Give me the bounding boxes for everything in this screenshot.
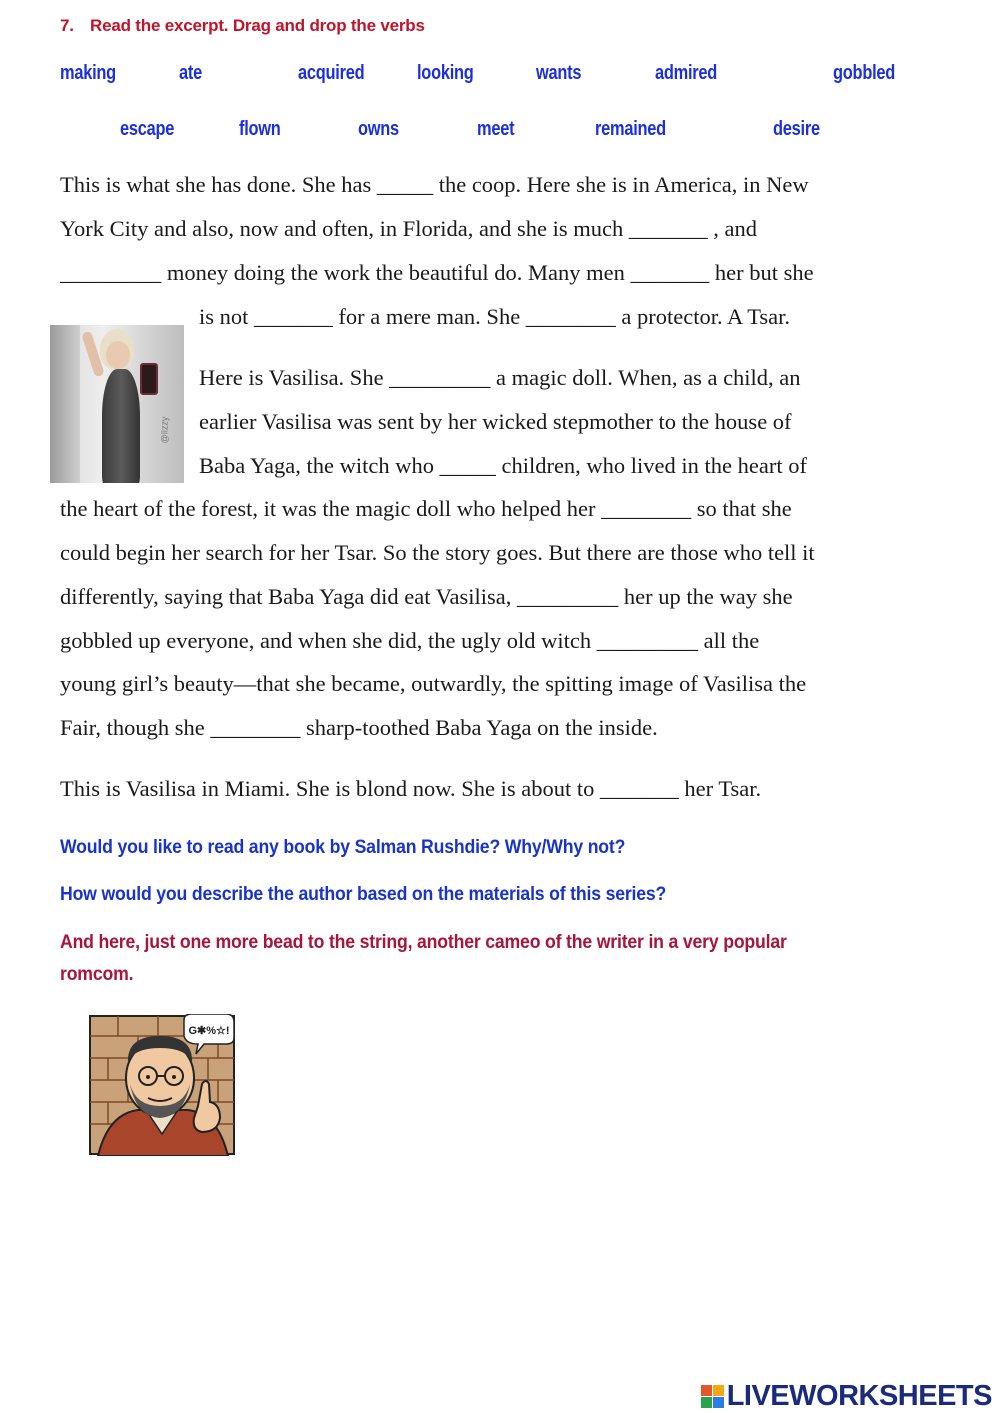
photo-watermark: @lizzy <box>159 416 170 444</box>
excerpt-line: _________ money doing the work the beautiful do. Many men _______ her but she <box>60 260 814 285</box>
excerpt-line: Fair, though she ________ sharp-toothed Baba Yaga on the inside. <box>60 715 658 740</box>
author-cartoon-image <box>88 1014 236 1156</box>
word-chip-admired[interactable]: admired <box>655 62 718 84</box>
phone-icon <box>140 363 158 395</box>
excerpt-line: is not _______ for a mere man. She ________ a protector. A Tsar. <box>199 304 791 329</box>
word-chip-desire[interactable]: desire <box>773 118 820 140</box>
instruction-number: 7. <box>60 16 74 35</box>
liveworksheets-logo <box>701 1380 992 1413</box>
excerpt-line: could begin her search for her Tsar. So the story goes. But there are those who tell it <box>60 540 815 565</box>
vasilisa-selfie-photo <box>50 325 184 483</box>
word-chip-remained[interactable]: remained <box>595 118 666 140</box>
instruction-heading <box>60 16 425 36</box>
excerpt-line: earlier Vasilisa was sent by her wicked stepmother to the house of <box>199 409 792 434</box>
speech-bubble-text: G✱%☆! <box>188 1025 230 1037</box>
word-chip-ate[interactable]: ate <box>179 62 202 84</box>
excerpt-line: This is what she has done. She has _____ the coop. Here she is in America, in New <box>60 172 809 197</box>
excerpt-line: gobbled up everyone, and when she did, the ugly old witch _________ all the <box>60 628 760 653</box>
logo-blocks-icon <box>701 1385 725 1409</box>
excerpt-line: This is Vasilisa in Miami. She is blond now. She is about to _______ her Tsar. <box>60 776 762 801</box>
excerpt-line: differently, saying that Baba Yaga did eat Vasilisa, _________ her up the way she <box>60 584 793 609</box>
word-chip-acquired[interactable]: acquired <box>298 62 365 84</box>
logo-text: LIVEWORKSHEETS <box>726 1380 992 1412</box>
cameo-intro-text: romcom. <box>60 964 134 985</box>
instruction-text: Read the excerpt. Drag and drop the verbs <box>90 16 425 35</box>
discussion-question: Would you like to read any book by Salman Rushdie? Why/Why not? <box>60 837 626 858</box>
discussion-question: How would you describe the author based on the materials of this series? <box>60 884 667 905</box>
excerpt-line: young girl’s beauty—that she became, outwardly, the spitting image of Vasilisa the <box>60 671 807 696</box>
word-chip-owns[interactable]: owns <box>358 118 399 140</box>
word-chip-meet[interactable]: meet <box>477 118 515 140</box>
word-chip-looking[interactable]: looking <box>417 62 474 84</box>
word-chip-flown[interactable]: flown <box>239 118 281 140</box>
excerpt-line: York City and also, now and often, in Florida, and she is much _______ , and <box>60 216 758 241</box>
word-chip-wants[interactable]: wants <box>536 62 582 84</box>
excerpt-line: Here is Vasilisa. She _________ a magic doll. When, as a child, an <box>199 365 801 390</box>
cameo-intro-text: And here, just one more bead to the string, another cameo of the writer in a very popular <box>60 932 787 953</box>
word-chip-gobbled[interactable]: gobbled <box>833 62 896 84</box>
word-chip-making[interactable]: making <box>60 62 116 84</box>
excerpt-line: the heart of the forest, it was the magic doll who helped her ________ so that she <box>60 496 792 521</box>
excerpt-line: Baba Yaga, the witch who _____ children, who lived in the heart of <box>199 453 807 478</box>
word-chip-escape[interactable]: escape <box>120 118 175 140</box>
